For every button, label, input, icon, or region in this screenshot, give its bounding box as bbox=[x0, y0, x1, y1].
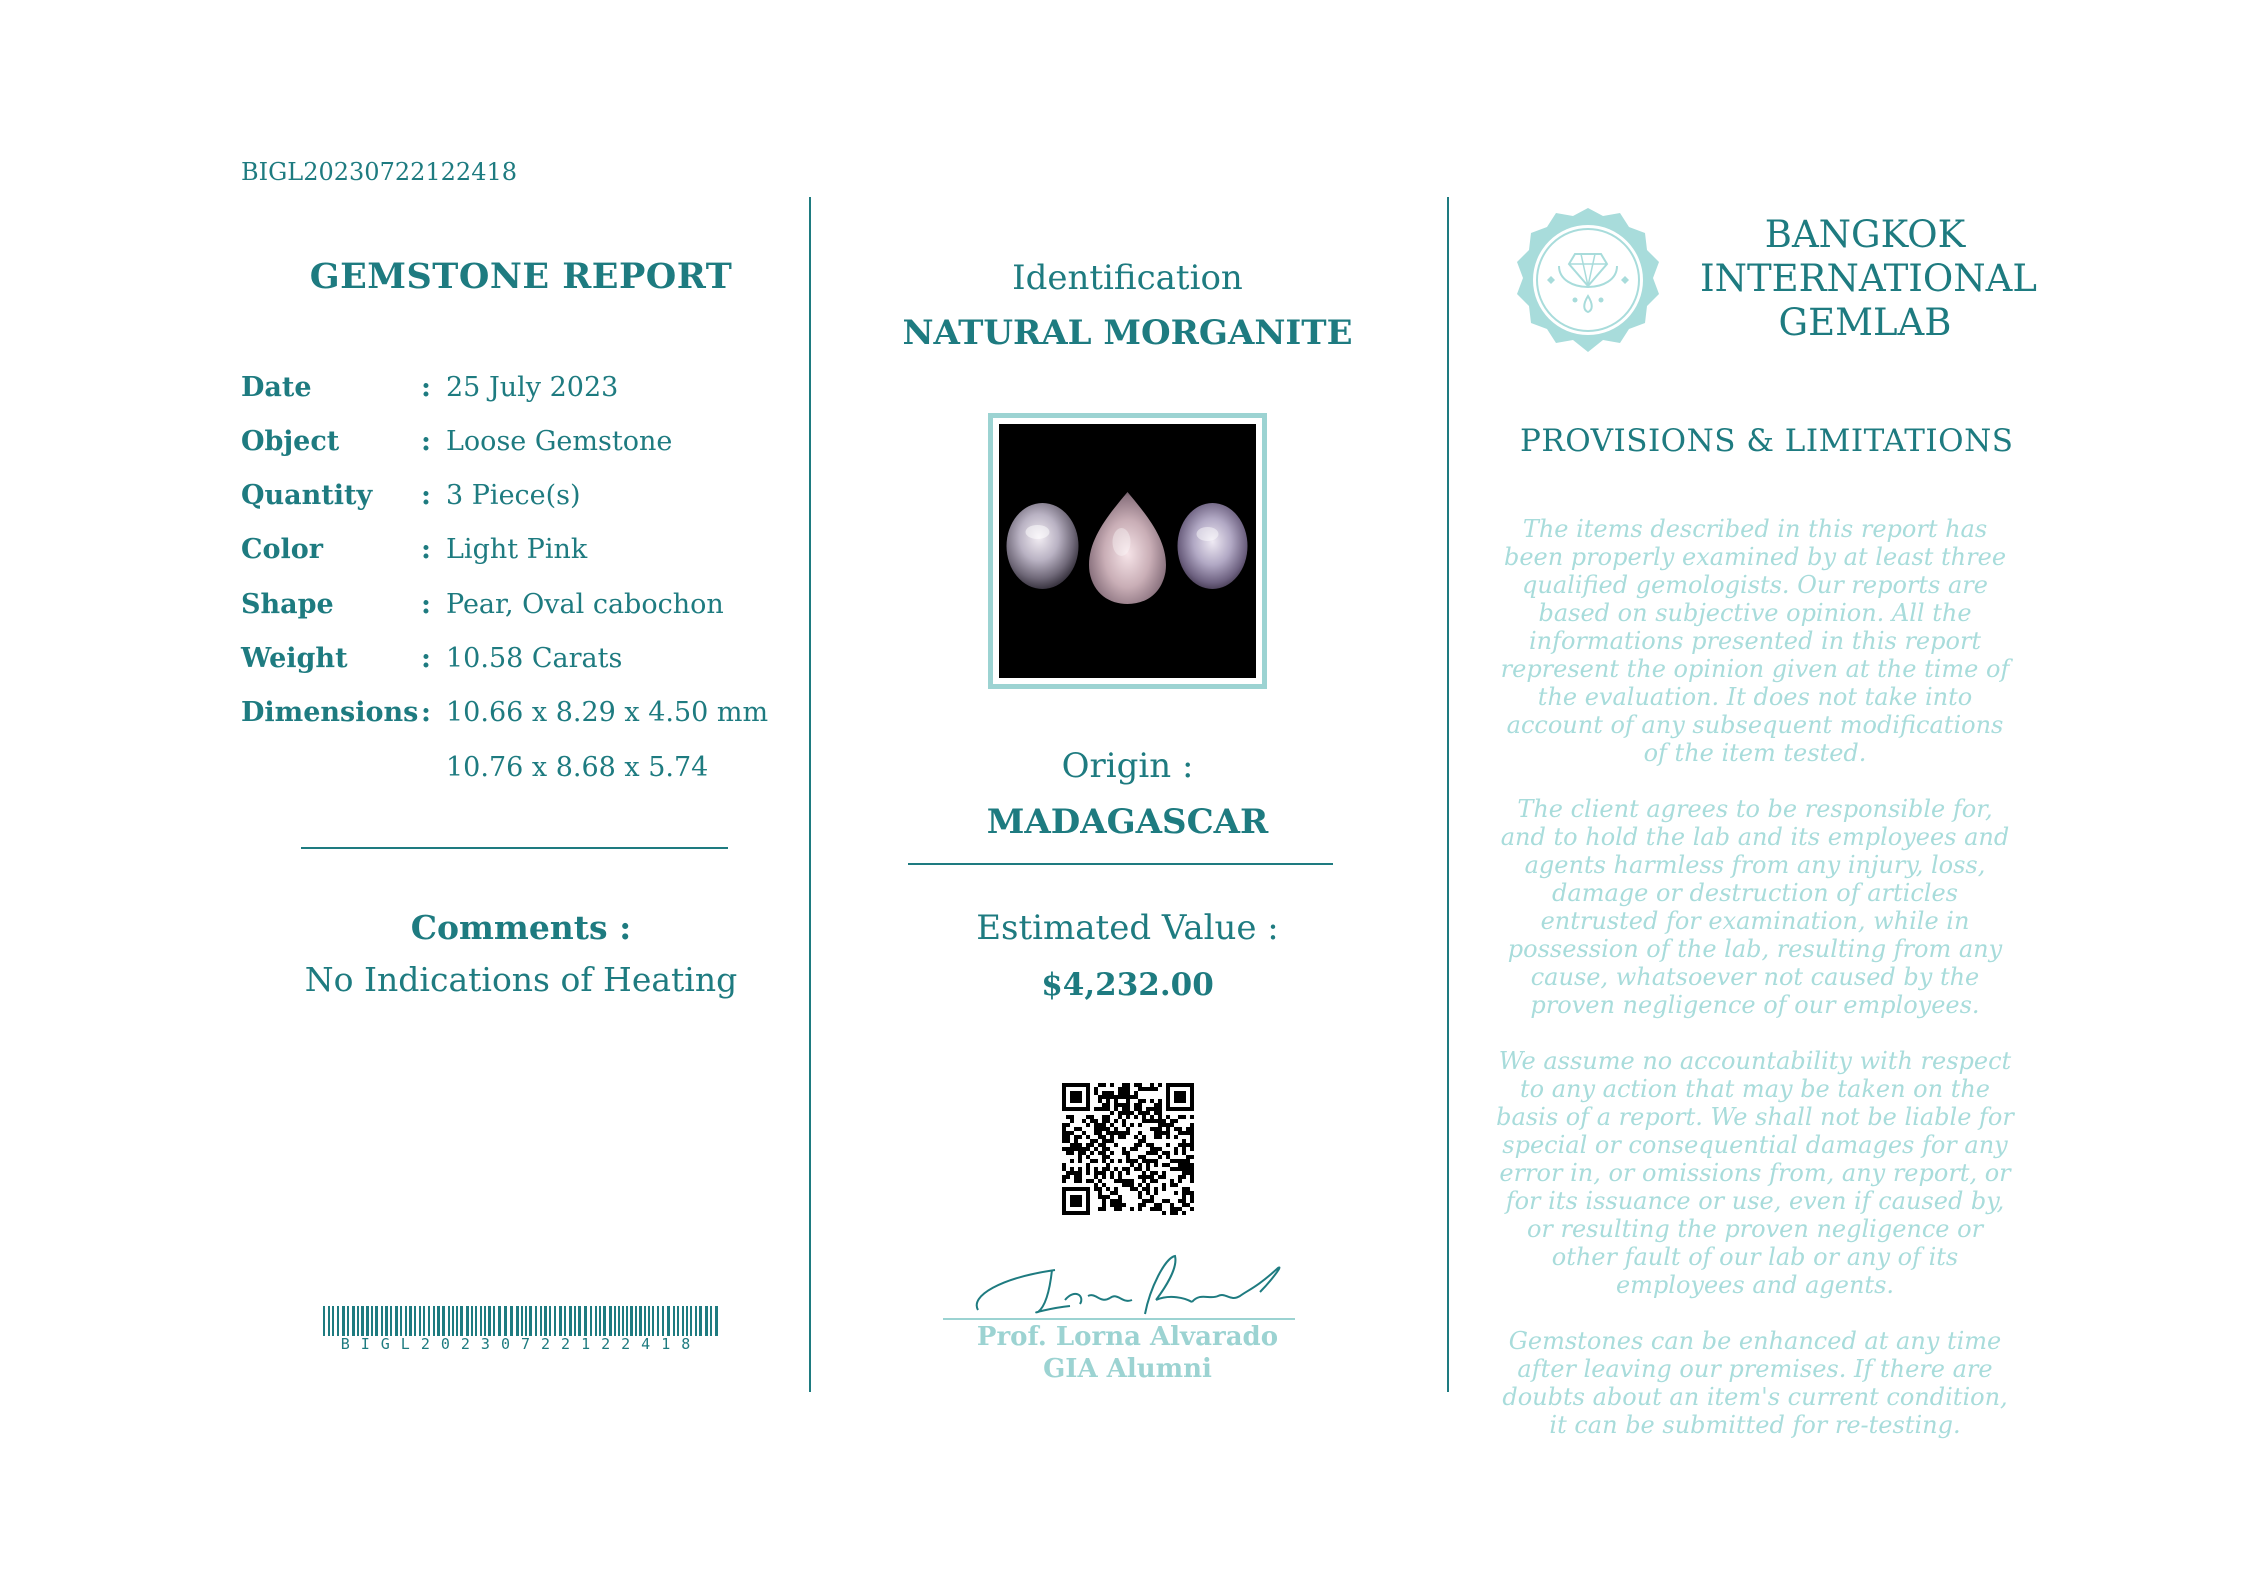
field-label: Weight bbox=[241, 643, 348, 674]
lab-name-line: BANGKOK bbox=[1764, 213, 1966, 256]
origin-value: MADAGASCAR bbox=[986, 802, 1269, 842]
field-label: Object bbox=[241, 426, 340, 457]
field-colon: : bbox=[421, 426, 431, 457]
field-value: 10.58 Carats bbox=[446, 643, 623, 674]
field-colon: : bbox=[421, 534, 431, 565]
gemstone-illustration bbox=[999, 424, 1256, 678]
column-divider-right bbox=[1447, 197, 1449, 1392]
field-label: Shape bbox=[241, 589, 334, 620]
field-label: Date bbox=[241, 372, 312, 403]
field-colon: : bbox=[421, 643, 431, 674]
divider-rule bbox=[301, 847, 728, 849]
field-object bbox=[241, 426, 801, 466]
field-label: Quantity bbox=[241, 480, 373, 511]
field-dimensions bbox=[241, 697, 801, 737]
comments-title: Comments : bbox=[410, 908, 632, 947]
lab-name-line: GEMLAB bbox=[1778, 301, 1952, 344]
origin-label: Origin : bbox=[1061, 746, 1194, 786]
field-color bbox=[241, 534, 801, 574]
gemstone-photo bbox=[999, 424, 1256, 678]
field-label: Dimensions bbox=[241, 697, 419, 728]
field-value: 3 Piece(s) bbox=[446, 480, 581, 511]
field-weight bbox=[241, 643, 801, 683]
signature-line bbox=[943, 1318, 1295, 1320]
lab-name-line: INTERNATIONAL bbox=[1700, 257, 2037, 300]
field-date bbox=[241, 372, 801, 412]
field-colon: : bbox=[421, 480, 431, 511]
field-colon: : bbox=[421, 589, 431, 620]
field-colon: : bbox=[421, 697, 431, 728]
provisions-paragraph: The client agrees to be responsible for, and to hold the lab and its employees and agents harmless from any injury, loss, damage or destruction of articles entrusted for examination, while in possession of the lab, resulting from any cause, whatsoever not caused by the proven negligence of our employees. bbox=[1500, 795, 2010, 1019]
column-divider-left bbox=[809, 197, 811, 1392]
identification-label: Identification bbox=[1012, 258, 1243, 298]
provisions-paragraph: The items described in this report has been properly examined by at least three qualified gemologists. Our reports are based on subjective opinion. All the informations presented in this report represent the opinion given at the time of the evaluation. It does not take into account of any subsequent modifications of the item tested. bbox=[1500, 515, 2010, 767]
field-value: 25 July 2023 bbox=[446, 372, 619, 403]
identification-value: NATURAL MORGANITE bbox=[902, 313, 1353, 353]
field-label: Color bbox=[241, 534, 323, 565]
report-number: BIGL20230722122418 bbox=[241, 158, 517, 186]
provisions-paragraph: We assume no accountability with respect to any action that may be taken on the basis of a report. We shall not be liable for special or consequential damages for any error in, or omissions from, any report, or for its issuance or use, even if caused by, or resulting the proven negligence or other fault of our lab or any of its employees and agents. bbox=[1496, 1047, 2014, 1299]
report-title: GEMSTONE REPORT bbox=[309, 256, 733, 297]
gemlab-seal-icon bbox=[1511, 204, 1665, 358]
comments-text: No Indications of Heating bbox=[304, 960, 738, 999]
field-value: 10.66 x 8.29 x 4.50 mm bbox=[446, 697, 769, 728]
field-quantity bbox=[241, 480, 801, 520]
provisions-title: PROVISIONS & LIMITATIONS bbox=[1520, 423, 2014, 459]
barcode-text: BIGL20230722122418 bbox=[340, 1335, 702, 1353]
barcode-icon bbox=[323, 1306, 719, 1336]
signatory-title: GIA Alumni bbox=[1043, 1354, 1212, 1384]
field-value: Pear, Oval cabochon bbox=[446, 589, 724, 620]
field-value: Loose Gemstone bbox=[446, 426, 673, 457]
provisions-text bbox=[1495, 515, 2015, 1467]
provisions-paragraph: Gemstones can be enhanced at any time after leaving our premises. If there are doubts about an item's current condition, it can be submitted for re-testing. bbox=[1502, 1327, 2008, 1439]
field-shape bbox=[241, 589, 801, 629]
estimated-value-label: Estimated Value : bbox=[976, 908, 1279, 948]
lab-name bbox=[1700, 213, 2037, 345]
qr-code-icon bbox=[1062, 1083, 1194, 1215]
signature-image bbox=[960, 1248, 1290, 1318]
field-value: Light Pink bbox=[446, 534, 588, 565]
estimated-value: $4,232.00 bbox=[1041, 967, 1214, 1003]
signatory-name: Prof. Lorna Alvarado bbox=[976, 1322, 1279, 1352]
field-colon: : bbox=[421, 372, 431, 403]
divider-rule bbox=[908, 863, 1333, 865]
gemstone-photo-frame bbox=[988, 413, 1267, 689]
field-dimensions-extra bbox=[241, 752, 801, 792]
field-value: 10.76 x 8.68 x 5.74 bbox=[446, 752, 709, 783]
